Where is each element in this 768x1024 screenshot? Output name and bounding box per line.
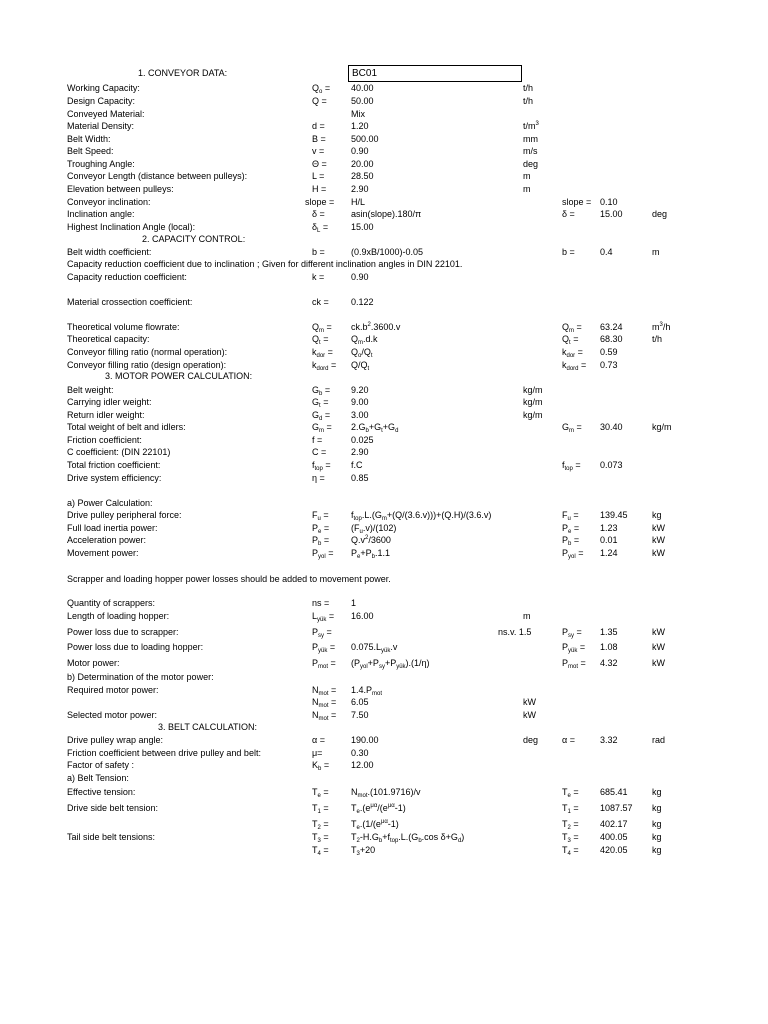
formula: $T_e.(e^{\mu\alpha}/(e^{\mu\alpha}-1)$ bbox=[351, 803, 406, 815]
label: Required motor power: bbox=[67, 685, 159, 695]
symbol: k = bbox=[312, 272, 325, 282]
result-value: 400.05 bbox=[600, 832, 628, 842]
formula: ns.v. 1.5 bbox=[498, 627, 532, 637]
symbol: $f_{top}$ = bbox=[312, 460, 331, 472]
result-unit: kg/m bbox=[652, 422, 672, 432]
value: 0.30 bbox=[351, 748, 369, 758]
row-selected-motor bbox=[0, 709, 768, 721]
section-motor-power: 3. MOTOR POWER CALCULATION: bbox=[105, 371, 253, 381]
result-value: 3.32 bbox=[600, 735, 618, 745]
unit: kg/m bbox=[523, 397, 543, 407]
result-value: 402.17 bbox=[600, 819, 628, 829]
result-symbol: $G_m$ = bbox=[562, 422, 582, 434]
result-symbol: $P_e$ = bbox=[562, 523, 580, 535]
label: Design Capacity: bbox=[67, 96, 136, 106]
value: 2.90 bbox=[351, 184, 369, 194]
note-text: Capacity reduction coefficient due to inclination ; Given for different inclination angles in DIN 22101. bbox=[67, 259, 463, 269]
formula: $N_{mot}.(101.9716)/v$ bbox=[351, 787, 421, 799]
label: Theoretical capacity: bbox=[67, 334, 150, 344]
result-symbol: slope = bbox=[562, 197, 592, 207]
formula: $T_3+20$ bbox=[351, 845, 376, 857]
symbol: $P_e$ = bbox=[312, 523, 330, 535]
result-unit: kg bbox=[652, 510, 662, 520]
row-t4 bbox=[0, 844, 768, 856]
value: 20.00 bbox=[351, 159, 374, 169]
subheading-text: a) Belt Tension: bbox=[67, 773, 129, 783]
result-value: 1087.57 bbox=[600, 803, 633, 813]
symbol: $K_b$ = bbox=[312, 760, 330, 772]
formula: H/L bbox=[351, 197, 366, 207]
label: Movement power: bbox=[67, 548, 139, 558]
row-belt-weight bbox=[0, 384, 768, 396]
row-theoretical-capacity bbox=[0, 333, 768, 345]
formula: $(F_u.v)/(102)$ bbox=[351, 523, 397, 535]
symbol: $Q_t$ = bbox=[312, 334, 329, 346]
value: 9.20 bbox=[351, 385, 369, 395]
result-symbol: $k_{dord}$ = bbox=[562, 360, 587, 372]
label: Belt weight: bbox=[67, 385, 114, 395]
result-value: 1.23 bbox=[600, 523, 618, 533]
result-symbol: $f_{top}$ = bbox=[562, 460, 581, 472]
row-t2 bbox=[0, 818, 768, 830]
unit: m bbox=[523, 611, 531, 621]
value: 1.20 bbox=[351, 121, 369, 131]
unit: t/h bbox=[523, 83, 534, 93]
result-symbol: $k_{dor}$ = bbox=[562, 347, 583, 359]
row-total-weight bbox=[0, 421, 768, 433]
symbol: $T_2$ = bbox=[312, 819, 329, 831]
result-symbol: $P_b$ = bbox=[562, 535, 580, 547]
unit: kW bbox=[523, 697, 536, 707]
formula: asin(slope).180/π bbox=[351, 209, 422, 219]
value: 50.00 bbox=[351, 96, 374, 106]
unit: m bbox=[523, 184, 531, 194]
result-value: 0.73 bbox=[600, 360, 618, 370]
value: 15.00 bbox=[351, 222, 374, 232]
unit: $t/m^3$ bbox=[523, 121, 539, 131]
result-unit: kW bbox=[652, 548, 665, 558]
conveyor-id-field[interactable]: BC01 bbox=[348, 65, 522, 82]
symbol: η = bbox=[312, 473, 325, 483]
label: Drive side belt tension: bbox=[67, 803, 159, 813]
symbol: α = bbox=[312, 735, 325, 745]
result-symbol: α = bbox=[562, 735, 575, 745]
unit: kg/m bbox=[523, 385, 543, 395]
result-unit: deg bbox=[652, 209, 668, 219]
result-symbol: b = bbox=[562, 247, 575, 257]
subheading-text: b) Determination of the motor power: bbox=[67, 672, 214, 682]
row-pulley-friction bbox=[0, 747, 768, 759]
row-wrap-angle bbox=[0, 734, 768, 746]
unit: deg bbox=[523, 735, 539, 745]
symbol: $Q_m$ = bbox=[312, 322, 332, 334]
symbol: $G_d$ = bbox=[312, 410, 331, 422]
row-quantity-scrappers bbox=[0, 597, 768, 609]
result-value: 68.30 bbox=[600, 334, 623, 344]
formula: $Q_m.d.k$ bbox=[351, 334, 378, 346]
symbol: H = bbox=[312, 184, 327, 194]
result-symbol: $T_3$ = bbox=[562, 832, 579, 844]
value: 0.122 bbox=[351, 297, 374, 307]
label: Tail side belt tensions: bbox=[67, 832, 156, 842]
result-value: 1.08 bbox=[600, 642, 618, 652]
symbol: $T_e$ = bbox=[312, 787, 329, 799]
formula: $(P_{yol}+P_{sy}+P_{yük}).(1/\eta)$ bbox=[351, 658, 430, 670]
result-symbol: $T_1$ = bbox=[562, 803, 579, 815]
result-value: 63.24 bbox=[600, 322, 623, 332]
symbol: $N_{mot}$ = bbox=[312, 697, 337, 709]
row-return-idler bbox=[0, 409, 768, 421]
row-acceleration-power bbox=[0, 534, 768, 546]
subheading-determination bbox=[0, 671, 768, 683]
value: 3.00 bbox=[351, 410, 369, 420]
label: Carrying idler weight: bbox=[67, 397, 152, 407]
subheading-power-calculation bbox=[0, 497, 768, 509]
label: Friction coefficient: bbox=[67, 435, 142, 445]
row-belt-width bbox=[0, 133, 768, 145]
row-conveyor-inclination bbox=[0, 196, 768, 208]
result-value: 15.00 bbox=[600, 209, 623, 219]
section-belt-calculation: 3. BELT CALCULATION: bbox=[158, 722, 258, 732]
section-capacity-control: 2. CAPACITY CONTROL: bbox=[142, 234, 246, 244]
value: 7.50 bbox=[351, 710, 369, 720]
result-unit: kg bbox=[652, 845, 662, 855]
formula: $T_e.(1/(e^{\mu\alpha}-1)$ bbox=[351, 819, 399, 831]
result-unit: kW bbox=[652, 642, 665, 652]
symbol: B = bbox=[312, 134, 326, 144]
row-motor-power bbox=[0, 657, 768, 669]
symbol: L = bbox=[312, 171, 325, 181]
result-value: 1.24 bbox=[600, 548, 618, 558]
result-unit: kW bbox=[652, 535, 665, 545]
formula: $f_{top}.L.(G_m+(Q/(3.6.v)))+(Q.H)/(3.6.v)$ bbox=[351, 510, 492, 522]
row-tail-side-tension bbox=[0, 831, 768, 843]
value: 0.85 bbox=[351, 473, 369, 483]
symbol: $N_{mot}$ = bbox=[312, 685, 337, 697]
value: Mix bbox=[351, 109, 365, 119]
symbol: $G_b$ = bbox=[312, 385, 331, 397]
symbol: C = bbox=[312, 447, 327, 457]
result-value: 30.40 bbox=[600, 422, 623, 432]
result-value: 420.05 bbox=[600, 845, 628, 855]
result-symbol: $T_2$ = bbox=[562, 819, 579, 831]
row-c-coef bbox=[0, 446, 768, 458]
symbol: f = bbox=[312, 435, 323, 445]
value: 16.00 bbox=[351, 611, 374, 621]
symbol: $T_3$ = bbox=[312, 832, 329, 844]
value: 2.90 bbox=[351, 447, 369, 457]
row-highest-inclination bbox=[0, 221, 768, 233]
result-unit: t/h bbox=[652, 334, 663, 344]
unit: t/h bbox=[523, 96, 534, 106]
result-unit: kW bbox=[652, 627, 665, 637]
result-unit: rad bbox=[652, 735, 666, 745]
symbol: ns = bbox=[312, 598, 330, 608]
result-symbol: $P_{mot}$ = bbox=[562, 658, 586, 670]
unit: m/s bbox=[523, 146, 538, 156]
unit: mm bbox=[523, 134, 538, 144]
formula: $Q/Q_t$ bbox=[351, 360, 370, 372]
label: Conveyor Length (distance between pulleys): bbox=[67, 171, 248, 181]
row-power-loss-hopper bbox=[0, 641, 768, 653]
formula: $2.G_b+G_t+G_d$ bbox=[351, 422, 399, 434]
row-drive-efficiency bbox=[0, 472, 768, 484]
label: Effective tension: bbox=[67, 787, 136, 797]
note-text: Scrapper and loading hopper power losses should be added to movement power. bbox=[67, 574, 391, 584]
symbol: $T_4$ = bbox=[312, 845, 329, 857]
label: Inclination angle: bbox=[67, 209, 135, 219]
result-symbol: $P_{yük}$ = bbox=[562, 642, 586, 654]
symbol: v = bbox=[312, 146, 325, 156]
formula: f.C bbox=[351, 460, 363, 470]
label: Capacity reduction coefficient: bbox=[67, 272, 187, 282]
value: 12.00 bbox=[351, 760, 374, 770]
result-value: 0.4 bbox=[600, 247, 613, 257]
row-drive-side-tension bbox=[0, 802, 768, 814]
symbol: d = bbox=[312, 121, 325, 131]
label: Quantity of scrappers: bbox=[67, 598, 156, 608]
symbol: $G_t$ = bbox=[312, 397, 329, 409]
symbol: $k_{dord}$ = bbox=[312, 360, 337, 372]
label: Full load inertia power: bbox=[67, 523, 158, 533]
result-unit: kg bbox=[652, 787, 662, 797]
row-troughing-angle bbox=[0, 158, 768, 170]
result-value: 0.01 bbox=[600, 535, 618, 545]
symbol: $P_{sy}$ = bbox=[312, 627, 332, 639]
row-inclination-angle bbox=[0, 208, 768, 220]
value: 6.05 bbox=[351, 697, 369, 707]
row-conveyor-length bbox=[0, 170, 768, 182]
row-loading-hopper-length bbox=[0, 610, 768, 622]
symbol: $P_{mot}$ = bbox=[312, 658, 336, 670]
result-symbol: δ = bbox=[562, 209, 575, 219]
result-symbol: $Q_t$ = bbox=[562, 334, 579, 346]
value: 1 bbox=[351, 598, 357, 608]
result-value: 0.59 bbox=[600, 347, 618, 357]
label: Drive pulley peripheral force: bbox=[67, 510, 182, 520]
label: Belt Speed: bbox=[67, 146, 114, 156]
symbol: slope = bbox=[305, 197, 335, 207]
result-unit: $m^3/h$ bbox=[652, 322, 671, 332]
result-unit: kW bbox=[652, 658, 665, 668]
row-filling-design bbox=[0, 359, 768, 371]
row-friction-coef bbox=[0, 434, 768, 446]
value: 9.00 bbox=[351, 397, 369, 407]
formula: $1.4.P_{mot}$ bbox=[351, 685, 383, 697]
label: Drive system efficiency: bbox=[67, 473, 162, 483]
symbol: $P_{yol}$ = bbox=[312, 548, 334, 560]
label: Length of loading hopper: bbox=[67, 611, 170, 621]
row-effective-tension bbox=[0, 786, 768, 798]
label: Conveyor filling ratio (normal operation): bbox=[67, 347, 228, 357]
symbol: $L_{yük}$ = bbox=[312, 611, 335, 623]
symbol: $k_{dor}$ = bbox=[312, 347, 333, 359]
result-symbol: $P_{sy}$ = bbox=[562, 627, 582, 639]
label: Highest Inclination Angle (local): bbox=[67, 222, 196, 232]
row-elevation bbox=[0, 183, 768, 195]
formula: $Q_o/Q_t$ bbox=[351, 347, 373, 359]
result-value: 1.35 bbox=[600, 627, 618, 637]
row-belt-width-coef bbox=[0, 246, 768, 258]
row-carrying-idler bbox=[0, 396, 768, 408]
label: Material crossection coefficient: bbox=[67, 297, 193, 307]
symbol: ck = bbox=[312, 297, 329, 307]
row-material-density bbox=[0, 120, 768, 132]
result-symbol: $Q_m$ = bbox=[562, 322, 582, 334]
result-symbol: $T_e$ = bbox=[562, 787, 579, 799]
label: Power loss due to loading hopper: bbox=[67, 642, 204, 652]
symbol: δ = bbox=[312, 209, 325, 219]
label: Total friction coefficient: bbox=[67, 460, 161, 470]
row-required-motor-value bbox=[0, 696, 768, 708]
subheading-belt-tension bbox=[0, 772, 768, 784]
symbol: μ= bbox=[312, 748, 323, 758]
label: Power loss due to scrapper: bbox=[67, 627, 179, 637]
section-conveyor-data: 1. CONVEYOR DATA: bbox=[138, 68, 228, 78]
label: Working Capacity: bbox=[67, 83, 140, 93]
unit: kW bbox=[523, 710, 536, 720]
row-capacity-reduction bbox=[0, 271, 768, 283]
formula: $ck.b^2.3600.v$ bbox=[351, 322, 401, 332]
symbol: $\delta_L$ = bbox=[312, 222, 329, 234]
symbol: $F_u$ = bbox=[312, 510, 329, 522]
label: Troughing Angle: bbox=[67, 159, 135, 169]
result-value: 4.32 bbox=[600, 658, 618, 668]
result-unit: kW bbox=[652, 523, 665, 533]
label: Friction coefficient between drive pulley and belt: bbox=[67, 748, 261, 758]
result-unit: kg bbox=[652, 832, 662, 842]
value: 190.00 bbox=[351, 735, 379, 745]
symbol: $P_b$ = bbox=[312, 535, 330, 547]
label: Conveyor filling ratio (design operation): bbox=[67, 360, 227, 370]
row-drive-pulley-force bbox=[0, 509, 768, 521]
label: Conveyed Material: bbox=[67, 109, 145, 119]
result-value: 0.073 bbox=[600, 460, 623, 470]
value: 0.90 bbox=[351, 146, 369, 156]
symbol: b = bbox=[312, 247, 325, 257]
result-symbol: $P_{yol}$ = bbox=[562, 548, 584, 560]
formula: $Q.v^2/3600$ bbox=[351, 535, 391, 545]
label: Drive pulley wrap angle: bbox=[67, 735, 164, 745]
label: Theoretical volume flowrate: bbox=[67, 322, 180, 332]
row-full-load-inertia bbox=[0, 522, 768, 534]
subheading-text: a) Power Calculation: bbox=[67, 498, 153, 508]
label: C coefficient: (DIN 22101) bbox=[67, 447, 171, 457]
row-required-motor bbox=[0, 684, 768, 696]
note-scrapper bbox=[0, 573, 768, 585]
result-value: 0.10 bbox=[600, 197, 618, 207]
formula: $T_2-H.G_b+f_{top}.L.(G_b.\cos$ $\delta+G_d$) bbox=[351, 832, 465, 844]
result-unit: m bbox=[652, 247, 660, 257]
label: Material Density: bbox=[67, 121, 135, 131]
value: 0.025 bbox=[351, 435, 374, 445]
label: Motor power: bbox=[67, 658, 120, 668]
symbol: $T_1$ = bbox=[312, 803, 329, 815]
formula: (0.9xB/1000)-0.05 bbox=[351, 247, 424, 257]
row-power-loss-scrapper bbox=[0, 626, 768, 638]
value: 28.50 bbox=[351, 171, 374, 181]
result-unit: kg bbox=[652, 819, 662, 829]
value: 500.00 bbox=[351, 134, 379, 144]
label: Total weight of belt and idlers: bbox=[67, 422, 186, 432]
label: Elevation between pulleys: bbox=[67, 184, 174, 194]
value: 0.90 bbox=[351, 272, 369, 282]
symbol: Q = bbox=[312, 96, 327, 106]
result-symbol: $F_u$ = bbox=[562, 510, 579, 522]
unit: kg/m bbox=[523, 410, 543, 420]
row-working-capacity bbox=[0, 82, 768, 94]
result-value: 139.45 bbox=[600, 510, 628, 520]
label: Conveyor inclination: bbox=[67, 197, 151, 207]
note-inclination bbox=[0, 258, 768, 270]
result-value: 685.41 bbox=[600, 787, 628, 797]
symbol: $Q_o$ = bbox=[312, 83, 331, 95]
symbol: $N_{mot}$ = bbox=[312, 710, 337, 722]
label: Belt Width: bbox=[67, 134, 111, 144]
row-design-capacity bbox=[0, 95, 768, 107]
row-movement-power bbox=[0, 547, 768, 559]
row-belt-speed bbox=[0, 145, 768, 157]
label: Factor of safety : bbox=[67, 760, 135, 770]
row-theoretical-volume bbox=[0, 321, 768, 333]
label: Acceleration power: bbox=[67, 535, 147, 545]
result-symbol: $T_4$ = bbox=[562, 845, 579, 857]
row-material-cross bbox=[0, 296, 768, 308]
unit: m bbox=[523, 171, 531, 181]
label: Selected motor power: bbox=[67, 710, 158, 720]
symbol: $P_{yük}$ = bbox=[312, 642, 336, 654]
result-unit: kg bbox=[652, 803, 662, 813]
formula: $0.075.L_{yük}.v$ bbox=[351, 642, 398, 654]
row-safety-factor bbox=[0, 759, 768, 771]
value: 40.00 bbox=[351, 83, 374, 93]
row-filling-normal bbox=[0, 346, 768, 358]
label: Return idler weight: bbox=[67, 410, 145, 420]
unit: deg bbox=[523, 159, 539, 169]
row-conveyed-material bbox=[0, 108, 768, 120]
row-total-friction bbox=[0, 459, 768, 471]
symbol: Θ = bbox=[312, 159, 327, 169]
formula: $P_e+P_b.1.1$ bbox=[351, 548, 390, 560]
symbol: $G_m$ = bbox=[312, 422, 332, 434]
label: Belt width coefficient: bbox=[67, 247, 152, 257]
